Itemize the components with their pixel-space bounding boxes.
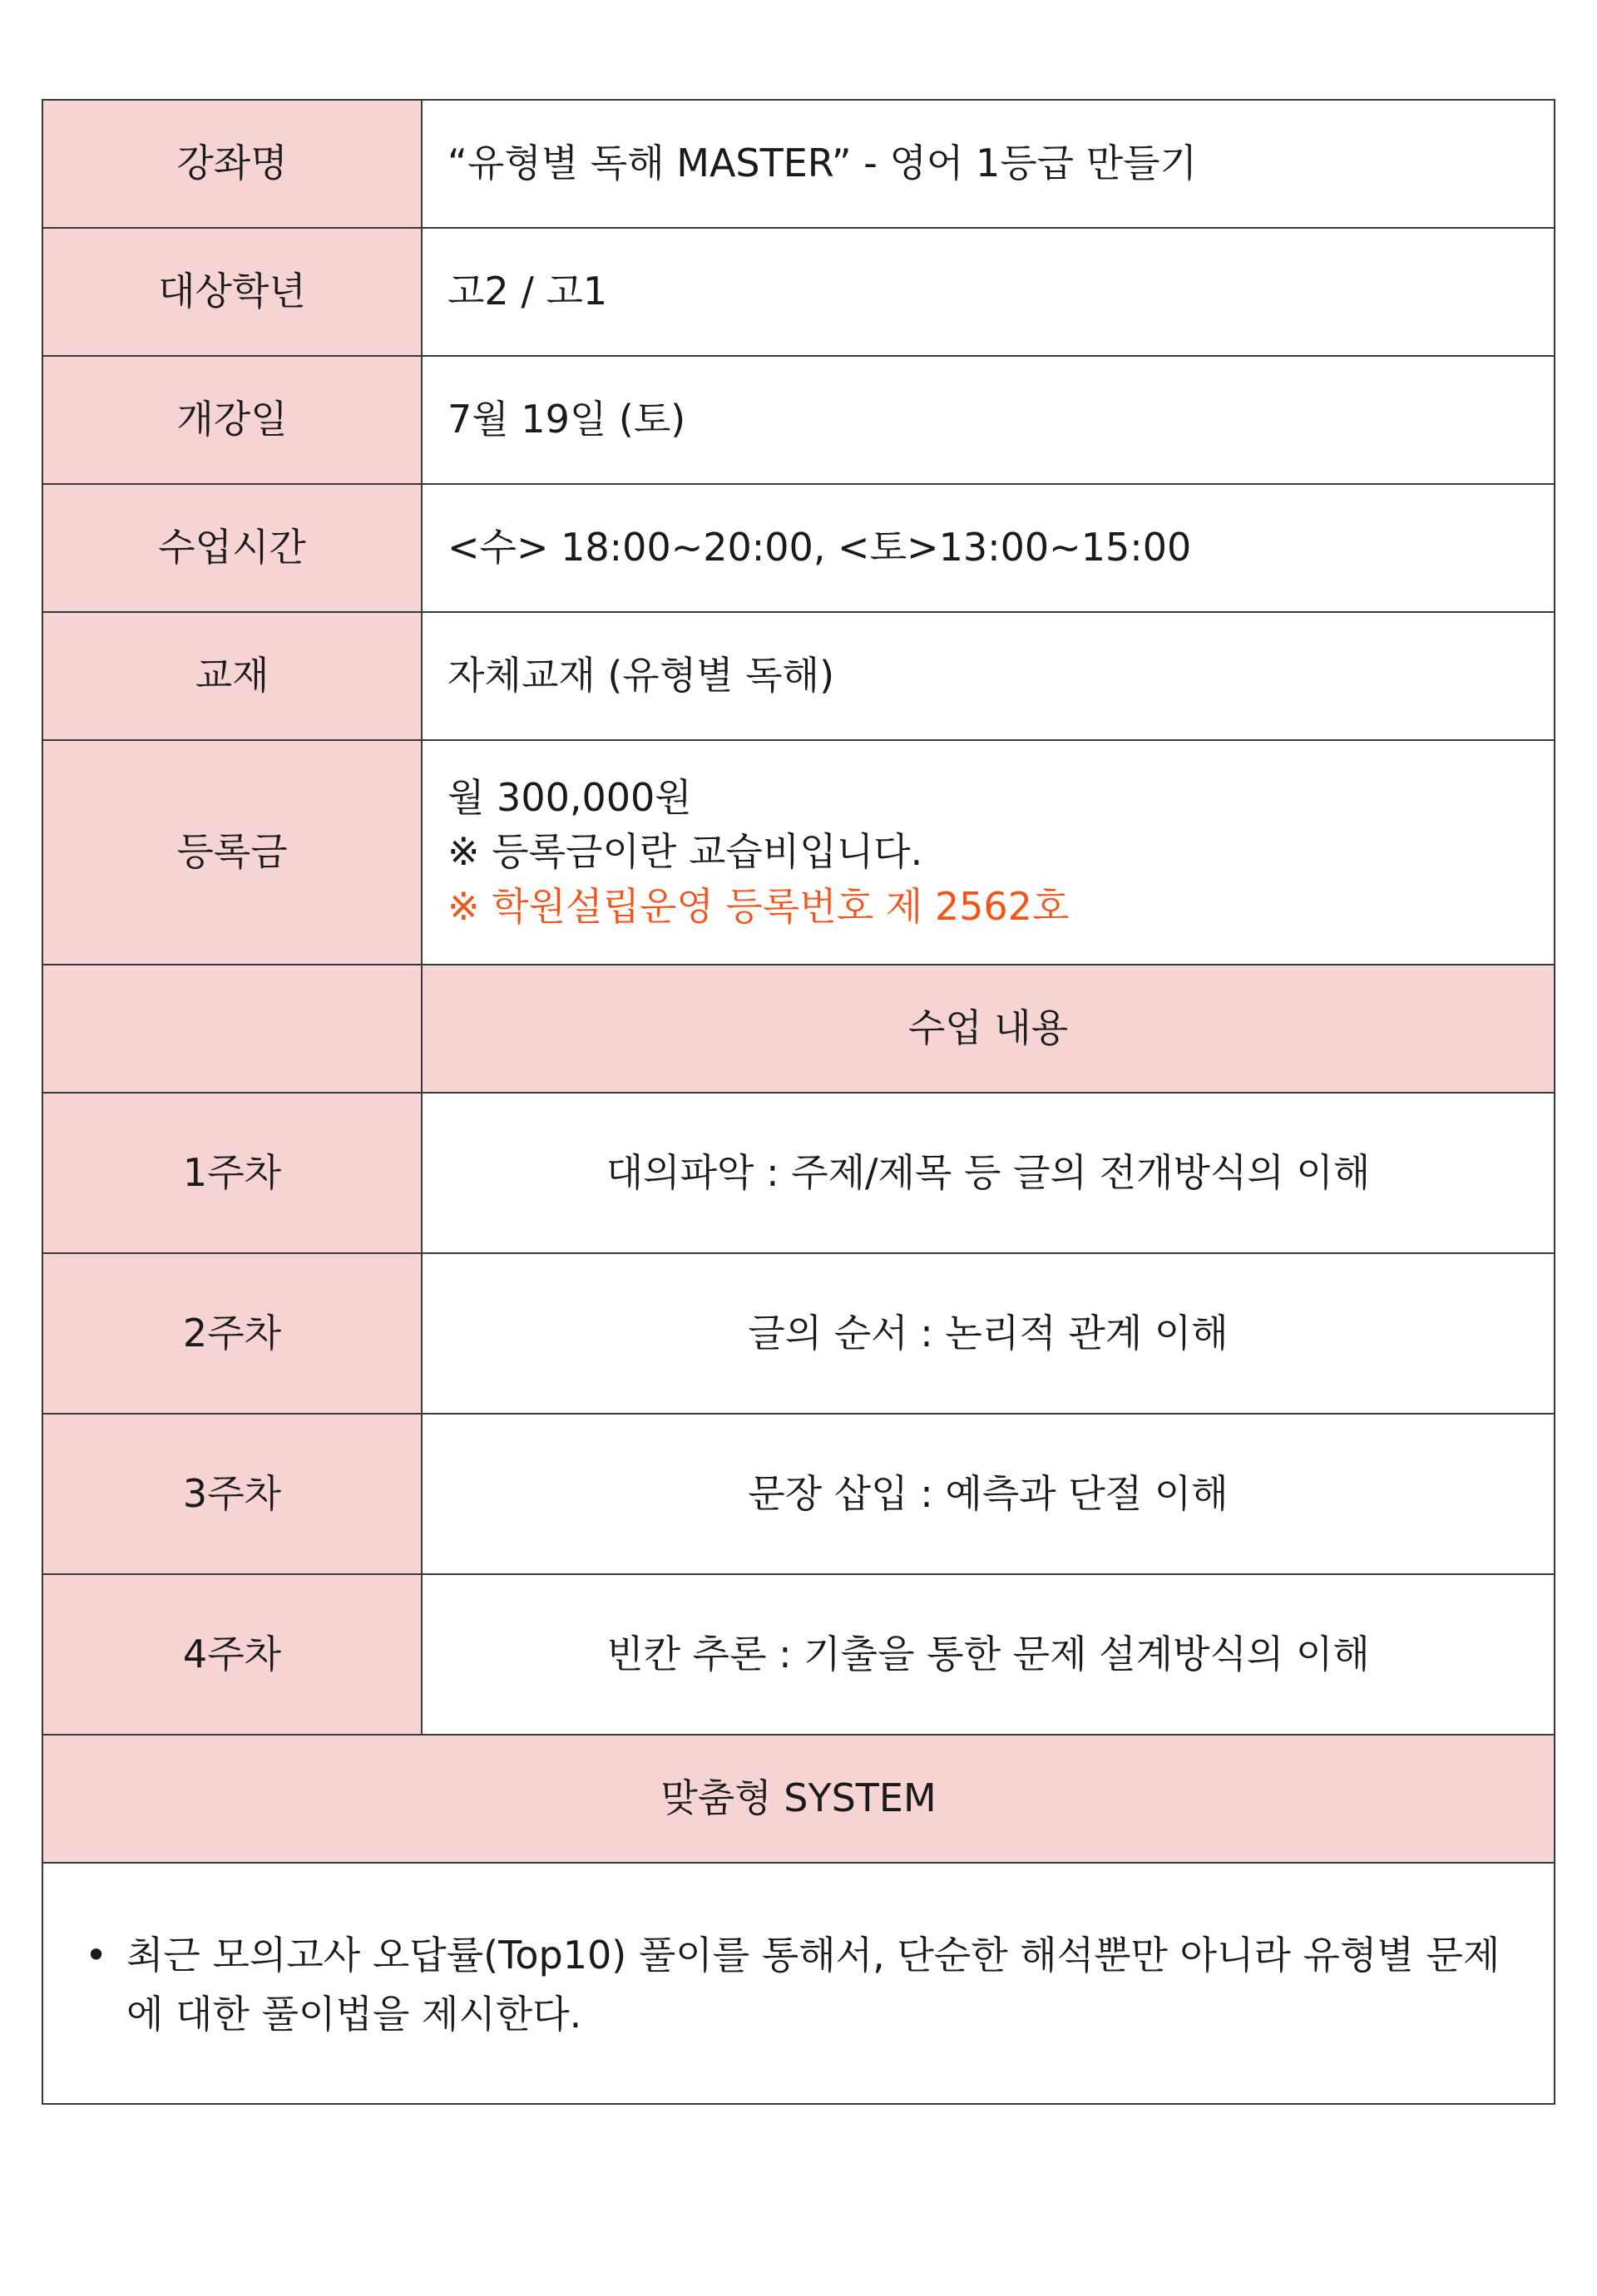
week-row — [42, 1574, 1555, 1735]
tuition-amount: 월 300,000원 — [447, 775, 692, 821]
content-header-spacer — [42, 965, 422, 1093]
row-tuition — [42, 740, 1555, 965]
start-date-value: 7월 19일 (토) — [422, 356, 1555, 484]
start-date-label: 개강일 — [42, 356, 422, 484]
week-topic: 문장 삽입 : 예측과 단절 이해 — [422, 1414, 1555, 1574]
week-topic: 빈칸 추론 : 기출을 통한 문제 설계방식의 이해 — [422, 1574, 1555, 1735]
row-target-grade — [42, 228, 1555, 356]
week-label: 1주차 — [42, 1093, 422, 1253]
course-name-label: 강좌명 — [42, 100, 422, 228]
row-textbook — [42, 612, 1555, 740]
week-label: 4주차 — [42, 1574, 422, 1735]
week-label: 3주차 — [42, 1414, 422, 1574]
course-name-value: “유형별 독해 MASTER” - 영어 1등급 만들기 — [422, 100, 1555, 228]
week-label: 2주차 — [42, 1253, 422, 1414]
textbook-label: 교재 — [42, 612, 422, 740]
tuition-note: ※ 등록금이란 교습비입니다. — [447, 829, 923, 875]
row-course-name — [42, 100, 1555, 228]
target-grade-label: 대상학년 — [42, 228, 422, 356]
week-row — [42, 1414, 1555, 1574]
row-system-header — [42, 1735, 1555, 1863]
system-bullet-list — [77, 1926, 1520, 2045]
row-class-time — [42, 484, 1555, 612]
system-description — [42, 1863, 1555, 2104]
class-time-label: 수업시간 — [42, 484, 422, 612]
list-item-text: 최근 모의고사 오답률(Top10) 풀이를 통해서, 단순한 해석뿐만 아니라 유형별 문제에 대한 풀이법을 제시한다. — [126, 1932, 1501, 2037]
list-item — [77, 1926, 1520, 2045]
system-header: 맞춤형 SYSTEM — [42, 1735, 1555, 1863]
tuition-value — [422, 740, 1555, 965]
week-topic: 글의 순서 : 논리적 관계 이해 — [422, 1253, 1555, 1414]
bullet-dot: • — [85, 1932, 108, 1978]
week-row — [42, 1253, 1555, 1414]
course-info-table — [42, 99, 1555, 2105]
tuition-label: 등록금 — [42, 740, 422, 965]
row-start-date — [42, 356, 1555, 484]
class-time-value: <수> 18:00~20:00, <토>13:00~15:00 — [422, 484, 1555, 612]
week-row — [42, 1093, 1555, 1253]
textbook-value: 자체교재 (유형별 독해) — [422, 612, 1555, 740]
target-grade-value: 고2 / 고1 — [422, 228, 1555, 356]
row-system-body — [42, 1863, 1555, 2104]
registration-number: ※ 학원설립운영 등록번호 제 2562호 — [447, 883, 1070, 929]
week-topic: 대의파악 : 주제/제목 등 글의 전개방식의 이해 — [422, 1093, 1555, 1253]
content-header: 수업 내용 — [422, 965, 1555, 1093]
row-content-header — [42, 965, 1555, 1093]
